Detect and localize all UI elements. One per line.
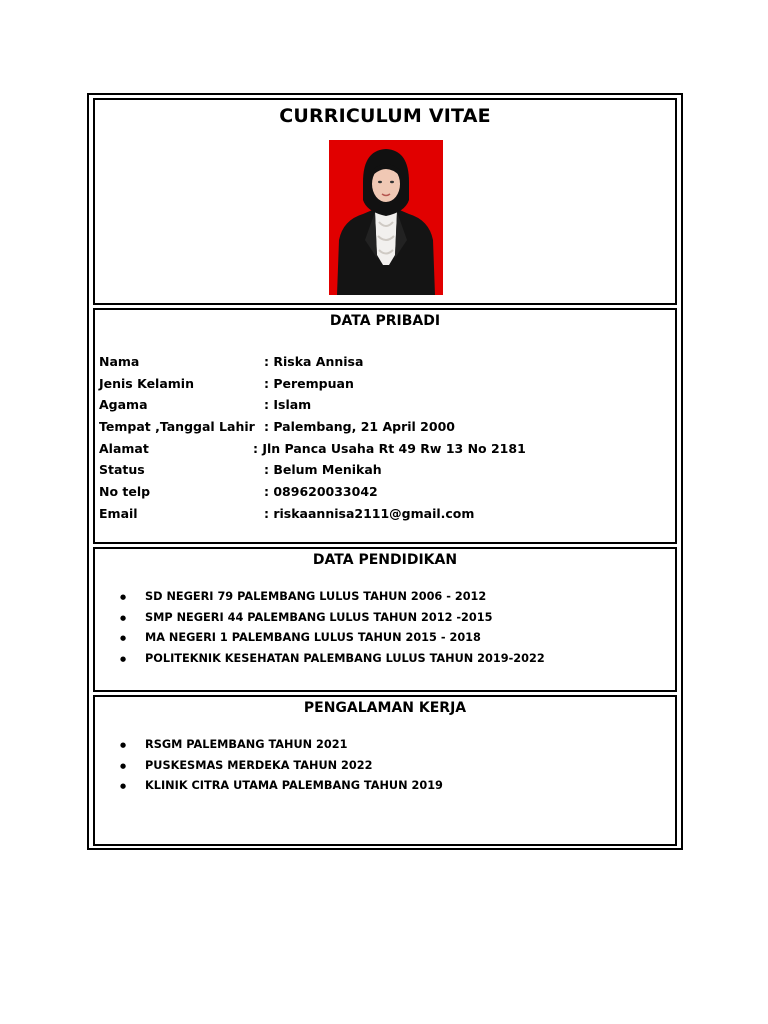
list-item: ● PUSKESMAS MERDEKA TAHUN 2022 [95, 756, 443, 777]
data-pribadi-heading: DATA PRIBADI [329, 313, 441, 329]
field-label: Status [99, 462, 145, 477]
field-label: Tempat ,Tanggal Lahir [99, 419, 255, 434]
data-pendidikan-heading: DATA PENDIDIKAN [312, 552, 458, 568]
profile-photo [329, 140, 443, 295]
pengalaman-kerja-heading: PENGALAMAN KERJA [303, 700, 467, 716]
field-value: : Belum Menikah [264, 462, 382, 477]
list-item: ● SD NEGERI 79 PALEMBANG LULUS TAHUN 2006 - 2012 [95, 587, 545, 608]
list-item: ● POLITEKNIK KESEHATAN PALEMBANG LULUS TAHUN 2019-2022 [95, 649, 545, 670]
field-value: : riskaannisa2111@gmail.com [264, 506, 475, 521]
header-section [93, 98, 677, 305]
data-pribadi-section [93, 308, 677, 544]
list-item: ● KLINIK CITRA UTAMA PALEMBANG TAHUN 2019 [95, 776, 443, 797]
field-value: : Palembang, 21 April 2000 [264, 419, 455, 434]
field-label: Agama [99, 397, 148, 412]
field-value: : 089620033042 [264, 484, 378, 499]
pendidikan-list [95, 587, 545, 670]
field-label: No telp [99, 484, 151, 499]
field-value: : Riska Annisa [264, 354, 364, 369]
field-value: : Islam [264, 397, 312, 412]
field-label: Alamat [99, 441, 149, 456]
list-item: ● MA NEGERI 1 PALEMBANG LULUS TAHUN 2015 - 2018 [95, 628, 545, 649]
data-pendidikan-section [93, 547, 677, 692]
field-label: Email [99, 506, 138, 521]
pengalaman-kerja-section [93, 695, 677, 846]
list-item: ● SMP NEGERI 44 PALEMBANG LULUS TAHUN 2012 -2015 [95, 608, 545, 629]
field-label: Nama [99, 354, 140, 369]
list-item: ● RSGM PALEMBANG TAHUN 2021 [95, 735, 443, 756]
field-label: Jenis Kelamin [99, 376, 194, 391]
pengalaman-list [95, 735, 443, 797]
cv-title: CURRICULUM VITAE [279, 105, 491, 127]
cv-frame [87, 93, 683, 850]
field-value: : Perempuan [264, 376, 354, 391]
field-value: : Jln Panca Usaha Rt 49 Rw 13 No 2181 [253, 441, 526, 456]
